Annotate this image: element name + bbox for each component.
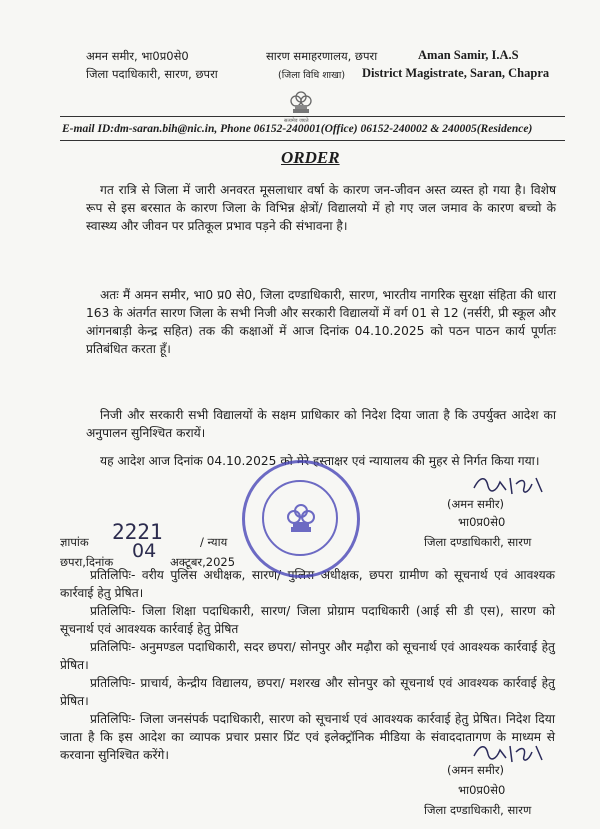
paragraph-2: अतः मैं अमन समीर, भा0 प्र0 से0, जिला दण्डाधिकारी, सारण, भारतीय नागरिक सुरक्षा संहिता की धारा 163 के अंतर्गत सारण जिला के सभी निजी और सरकारी विद्यालयों में वर्ग 01 से 12 (नर्सरी, प्री स्कूल और आंगनबाड़ी केन्द्र सहित) तक की कक्षाओं में आज दिनांक 04.10.2025 को पठन पाठन कार्य पूर्णतः प्रतिबंधित करता हूँ।: [86, 288, 556, 356]
signature-1-designation: जिला दण्डाधिकारी, सारण: [424, 535, 532, 549]
memo-nyayalay: / न्याय: [200, 535, 228, 549]
seal-emblem-icon: [283, 497, 319, 539]
contact-divider: [60, 140, 565, 141]
memo-label: ज्ञापांक: [60, 535, 89, 549]
signature-2-service: भा0प्र0से0: [458, 783, 506, 797]
copy-1: प्रतिलिपिः- वरीय पुलिस अधीक्षक, सारण/ पुलिस अधीक्षक, छपरा ग्रामीण को सूचनार्थ एवं आवश्यक कार्रवाई हेतु प्रेषित।: [60, 568, 555, 600]
copy-5: प्रतिलिपिः- जिला जनसंपर्क पदाधिकारी, सारण को सूचनार्थ एवं आवश्यक कार्रवाई हेतु प्रेषित। निदेश दिया जाता है कि इस आदेश का व्यापक प्रचार प्रसार प्रिंट एवं इलेक्ट्रॉनिक मीडिया के संवाददातागण के माध्यम से करवाना सुनिश्चित करेंगे।: [60, 712, 555, 762]
copy-3: प्रतिलिपिः- अनुमण्डल पदाधिकारी, सदर छपरा/ सोनपुर और मढ़ौरा को सूचनार्थ एवं आवश्यक कार्रवाई हेतु प्रेषित।: [60, 640, 555, 672]
order-title: ORDER: [281, 148, 340, 167]
date-month-year: अक्टूबर,2025: [170, 555, 236, 569]
dm-designation-hindi: जिला पदाधिकारी, सारण, छपरा: [86, 67, 218, 81]
paragraph-3: निजी और सरकारी सभी विद्यालयों के सक्षम प्राधिकार को निदेश दिया जाता है कि उपर्युक्त आदेश का अनुपालन सुनिश्चित करायें।: [86, 408, 556, 440]
branch-name-hindi: (जिला विधि शाखा): [278, 70, 346, 81]
copy-4: प्रतिलिपिः- प्राचार्य, केन्द्रीय विद्यालय, छपरा/ मशरख और सोनपुर को सूचनार्थ एवं आवश्यक कार्रवाई हेतु प्रेषित।: [60, 676, 555, 708]
signature-2-designation: जिला दण्डाधिकारी, सारण: [424, 803, 532, 817]
date-day: 04: [132, 540, 157, 562]
national-emblem-icon: [284, 86, 318, 120]
signature-1-name: (अमन समीर): [447, 497, 505, 511]
dm-name-hindi: अमन समीर, भा0प्र0से0: [86, 49, 189, 63]
memo-number: 2221: [112, 520, 163, 544]
contact-line: E-mail ID:dm-saran.bih@nic.in, Phone 06152-240001(Office) 06152-240002 & 240005(Residence): [62, 123, 533, 135]
dm-designation-english: District Magistrate, Saran, Chapra: [362, 66, 550, 80]
official-seal-stamp: [242, 460, 360, 578]
paragraph-4: यह आदेश आज दिनांक 04.10.2025 को मेरे हस्ताक्षर एवं न्यायालय की मुहर से निर्गत किया गया।: [100, 454, 540, 468]
signature-1-service: भा0प्र0से0: [458, 515, 506, 529]
office-name-hindi: सारण समाहरणालय, छपरा: [266, 49, 378, 63]
paragraph-1: गत रात्रि से जिला में जारी अनवरत मूसलाधार वर्षा के कारण जन-जीवन अस्त व्यस्त हो गया है। विशेष रूप से इस बरसात के कारण जिला के विभिन्न क्षेत्रों/ विद्यालयो में हो गए जल जमाव के कारण बच्चो के स्वास्थ्य और जीवन पर प्रतिकूल प्रभाव पड़ने की संभावना है।: [86, 183, 556, 233]
place-date-label: छपरा,दिनांक: [60, 555, 114, 569]
dm-name-english: Aman Samir, I.A.S: [418, 48, 519, 62]
emblem-caption: सत्यमेव जयते: [284, 118, 309, 124]
signature-2-name: (अमन समीर): [447, 763, 505, 777]
header-divider: [60, 116, 565, 117]
copy-2: प्रतिलिपिः- जिला शिक्षा पदाधिकारी, सारण/ जिला प्रोग्राम पदाधिकारी (आई सी डी एस), सारण को सूचनार्थ एवं आवश्यक कार्रवाई हेतु प्रेषित: [60, 604, 555, 636]
